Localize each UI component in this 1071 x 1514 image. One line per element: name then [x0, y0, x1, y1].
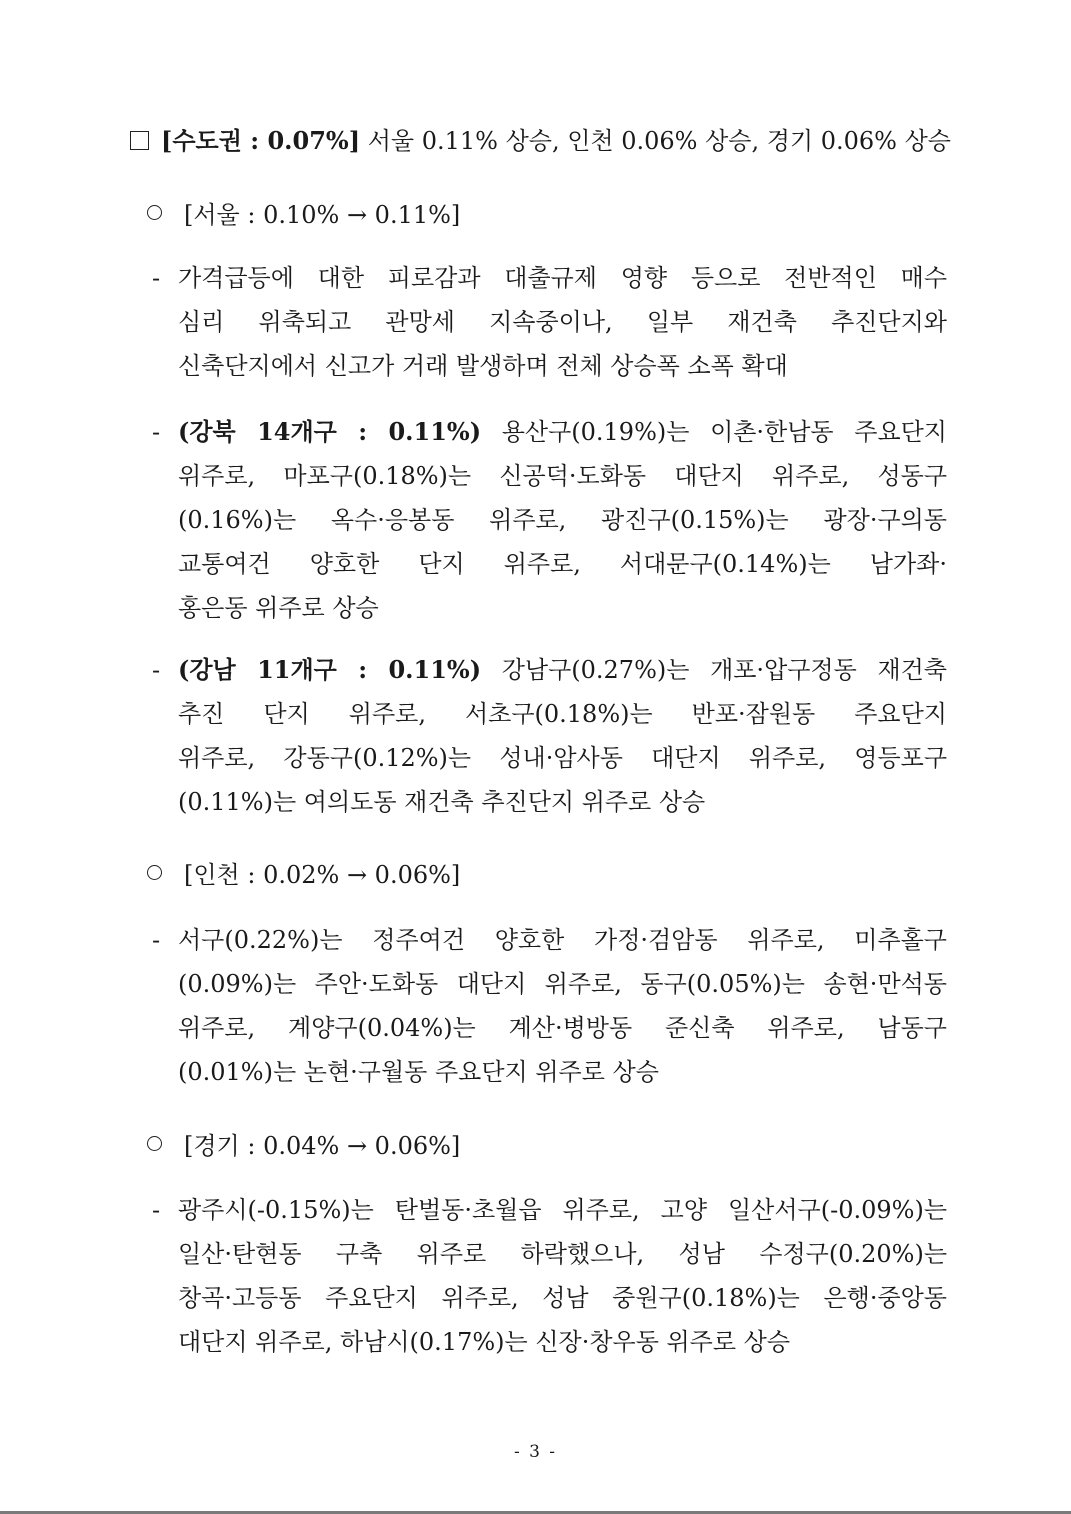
text-line: 가격급등에 대한 피로감과 대출규제 영향 등으로 전반적인 매수: [178, 264, 947, 292]
text-line: 신축단지에서 신고가 거래 발생하며 전체 상승폭 소폭 확대: [178, 352, 788, 380]
subsection-title-gyeonggi: [경기 : 0.04% → 0.06%]: [147, 1129, 460, 1163]
paragraph: [178, 410, 947, 630]
circle-bullet-icon: [147, 1136, 162, 1151]
text-line: (0.16%)는 옥수·응봉동 위주로, 광진구(0.15%)는 광장·구의동: [178, 506, 947, 534]
text-line: 추진 단지 위주로, 서초구(0.18%)는 반포·잠원동 주요단지: [178, 700, 947, 728]
list-item: [152, 410, 947, 630]
text-line: 교통여건 양호한 단지 위주로, 서대문구(0.14%)는 남가좌·: [178, 550, 947, 578]
paragraph: [178, 648, 947, 824]
dash-bullet: -: [152, 418, 161, 446]
subsection-title-seoul: [서울 : 0.10% → 0.11%]: [147, 198, 460, 232]
section-heading: [130, 124, 951, 158]
dash-bullet: -: [152, 264, 161, 292]
text-line: 위주로, 마포구(0.18%)는 신공덕·도화동 대단지 위주로, 성동구: [178, 462, 947, 490]
text-line: (0.01%)는 논현·구월동 주요단지 위주로 상승: [178, 1058, 659, 1086]
text-line: 광주시(-0.15%)는 탄벌동·초월읍 위주로, 고양 일산서구(-0.09%)는: [178, 1196, 947, 1224]
page-number: - 3 -: [513, 1442, 558, 1462]
text-line: 창곡·고등동 주요단지 위주로, 성남 중원구(0.18%)는 은행·중앙동: [178, 1284, 947, 1312]
text-line: 위주로, 계양구(0.04%)는 계산·병방동 준신축 위주로, 남동구: [178, 1014, 947, 1042]
text-line: 서구(0.22%)는 정주여건 양호한 가정·검암동 위주로, 미추홀구: [178, 926, 947, 954]
subsection-title-incheon: [인천 : 0.02% → 0.06%]: [147, 858, 460, 892]
dash-bullet: -: [152, 656, 161, 684]
heading-label: [수도권 : 0.07%]: [161, 126, 361, 155]
text-line: 위주로, 강동구(0.12%)는 성내·암사동 대단지 위주로, 영등포구: [178, 744, 947, 772]
heading-text: 서울 0.11% 상승, 인천 0.06% 상승, 경기 0.06% 상승: [360, 127, 951, 155]
checkbox-square-icon: [130, 131, 149, 150]
text-line: (강남 11개구 : 0.11%) 강남구(0.27%)는 개포·압구정동 재건축: [178, 655, 947, 684]
paragraph: [178, 918, 947, 1094]
dash-bullet: -: [152, 926, 161, 954]
dash-bullet: -: [152, 1196, 161, 1224]
text-line: 홍은동 위주로 상승: [178, 594, 379, 622]
text-line: (0.09%)는 주안·도화동 대단지 위주로, 동구(0.05%)는 송현·만석동: [178, 970, 947, 998]
text-line: (0.11%)는 여의도동 재건축 추진단지 위주로 상승: [178, 788, 706, 816]
list-item: [152, 918, 947, 1094]
circle-bullet-icon: [147, 205, 162, 220]
text-line: 대단지 위주로, 하남시(0.17%)는 신장·창우동 위주로 상승: [178, 1328, 791, 1356]
text-line: 일산·탄현동 구축 위주로 하락했으나, 성남 수정구(0.20%)는: [178, 1240, 947, 1268]
list-item: [152, 256, 947, 388]
item-label: (강남 11개구 : 0.11%): [178, 655, 482, 684]
item-label: (강북 14개구 : 0.11%): [178, 417, 482, 446]
circle-bullet-icon: [147, 865, 162, 880]
text-line: (강북 14개구 : 0.11%) 용산구(0.19%)는 이촌·한남동 주요단지: [178, 417, 947, 446]
paragraph: [178, 1188, 947, 1364]
list-item: [152, 1188, 947, 1364]
text-line: 심리 위축되고 관망세 지속중이나, 일부 재건축 추진단지와: [178, 308, 947, 336]
paragraph: [178, 256, 947, 388]
list-item: [152, 648, 947, 824]
